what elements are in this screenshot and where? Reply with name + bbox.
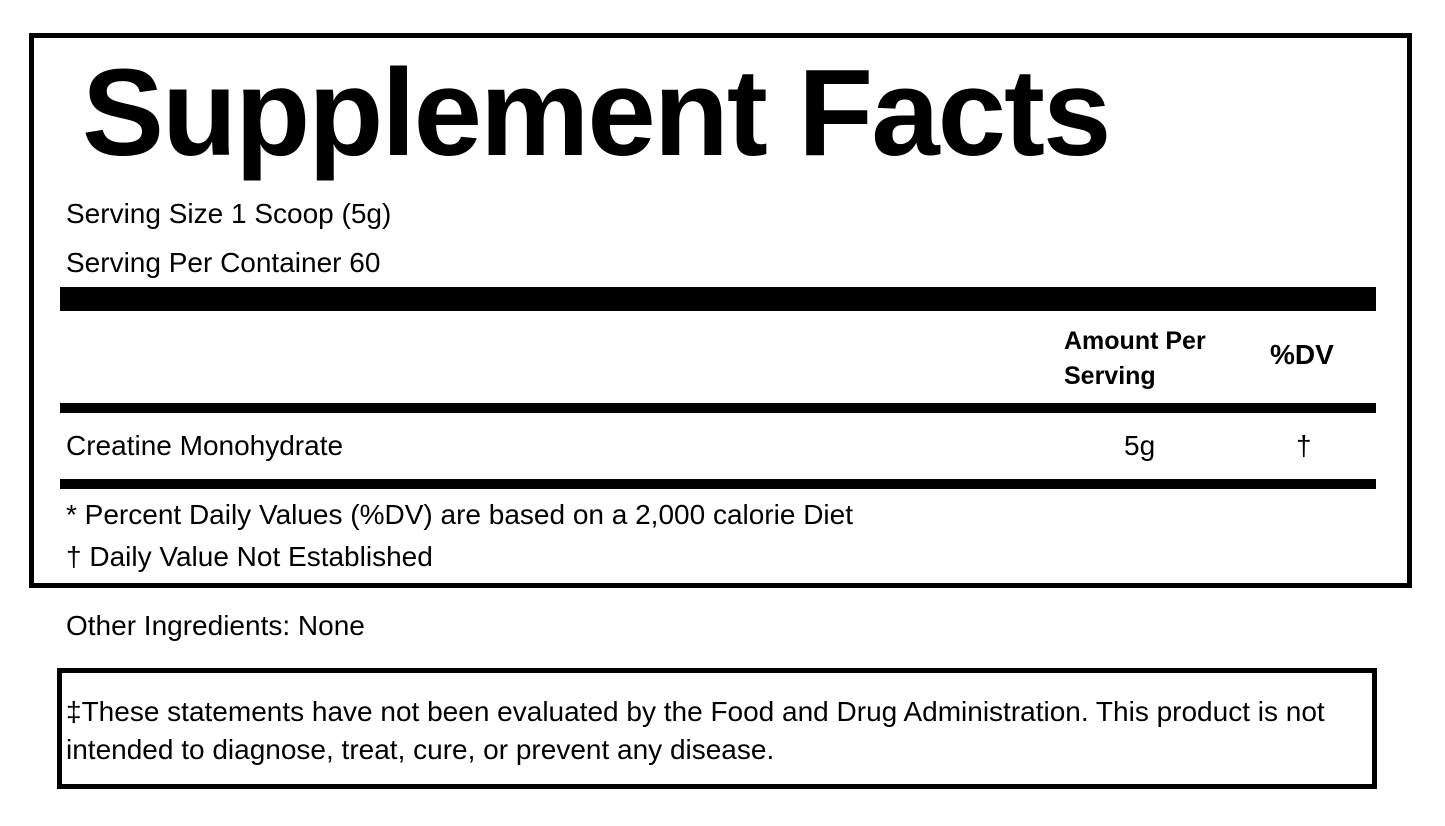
panel-title: Supplement Facts xyxy=(82,45,1110,182)
ingredient-name: Creatine Monohydrate xyxy=(66,430,344,461)
fda-disclaimer-box xyxy=(57,668,1377,789)
footnote-not-established: † Daily Value Not Established xyxy=(66,541,433,572)
ingredient-amount: 5g xyxy=(1124,430,1156,461)
ingredient-divider xyxy=(60,479,1376,489)
supplement-facts-panel xyxy=(29,33,1412,588)
footnote-daily-values: * Percent Daily Values (%DV) are based on a 2,000 calorie Diet xyxy=(66,499,853,530)
column-header-amount: Amount Per Serving xyxy=(1064,327,1206,390)
other-ingredients: Other Ingredients: None xyxy=(66,610,365,641)
ingredient-daily-value: † xyxy=(1296,430,1312,461)
servings-per-container: Serving Per Container 60 xyxy=(66,247,381,278)
header-divider xyxy=(60,403,1376,413)
thick-divider xyxy=(60,287,1376,311)
serving-size: Serving Size 1 Scoop (5g) xyxy=(66,198,392,229)
fda-disclaimer-text: ‡These statements have not been evaluated by the Food and Drug Administration. This product is not intended to diagnose, treat, cure, or prevent any disease. xyxy=(66,696,1325,765)
column-header-daily-value: %DV xyxy=(1270,339,1334,370)
